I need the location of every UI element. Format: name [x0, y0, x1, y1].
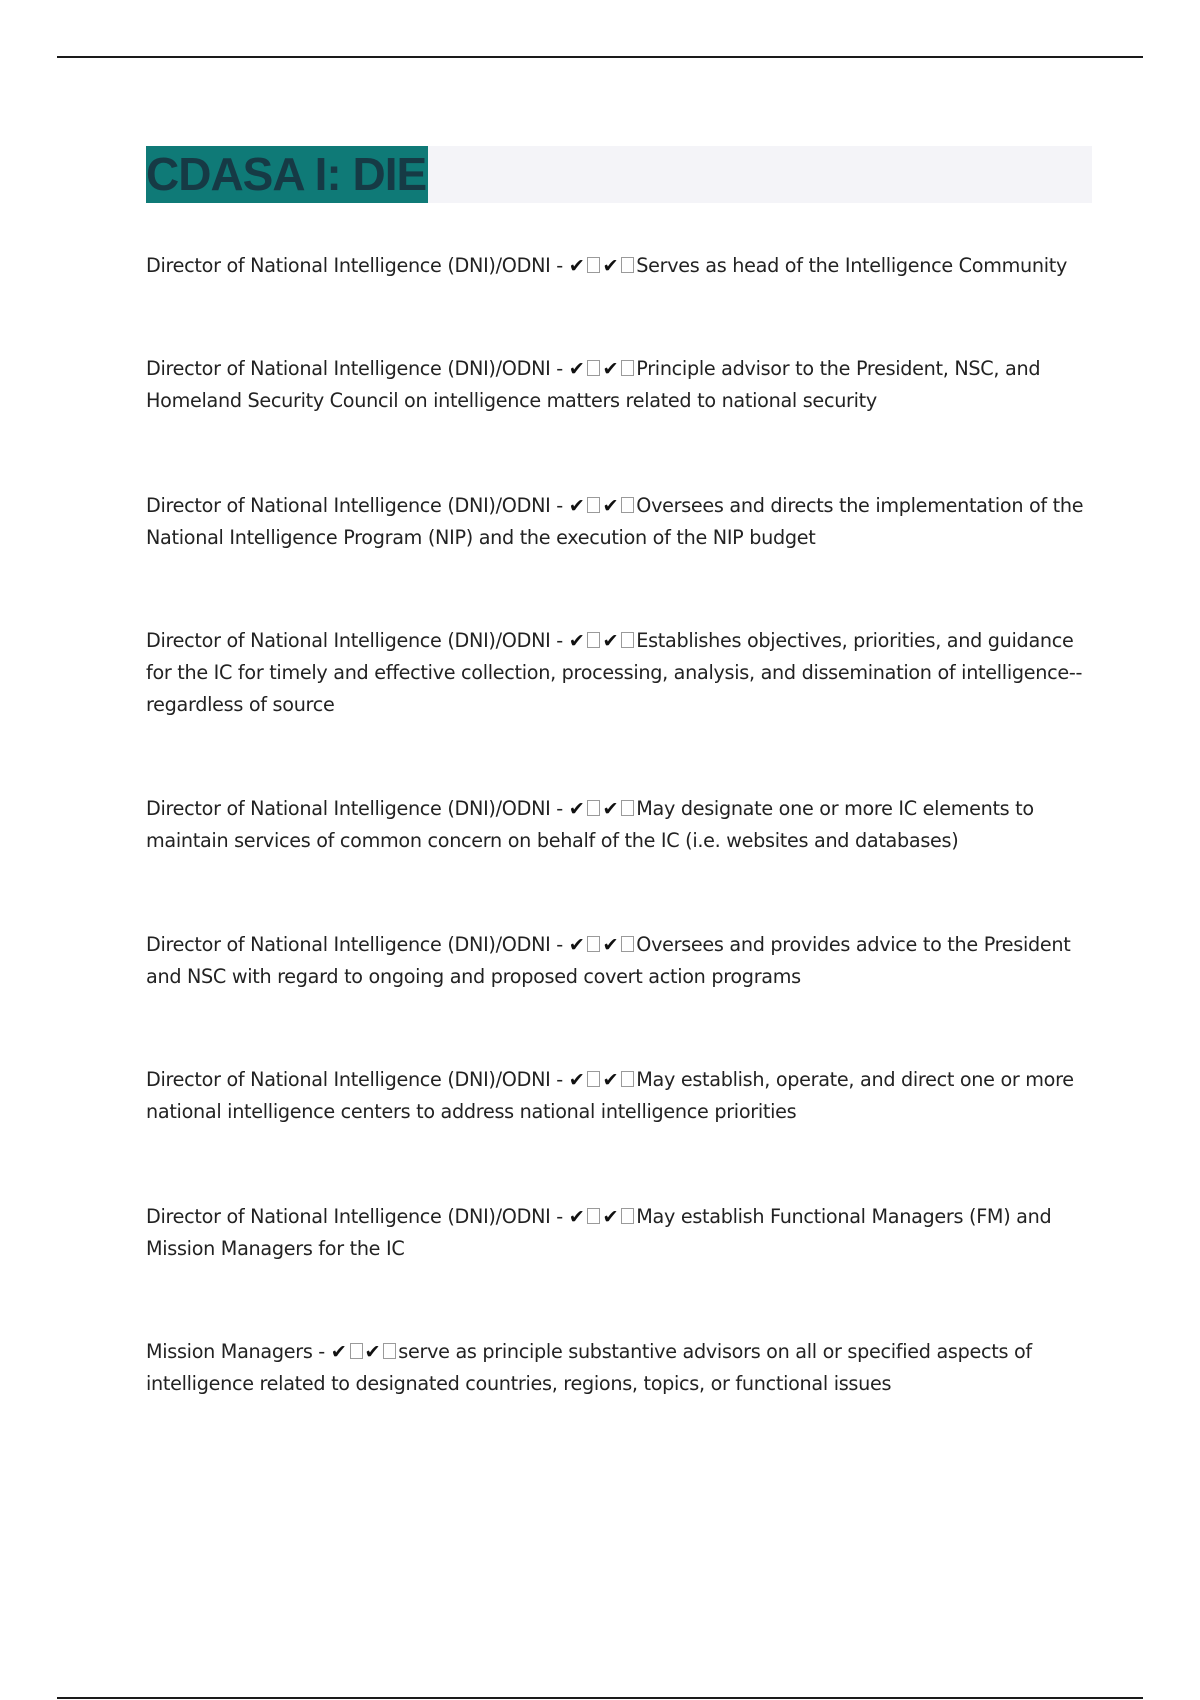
- check-mark-icon: ✔: [568, 1205, 585, 1228]
- entry-definition: May establish Functional Managers (FM) and Mission Managers for the IC: [146, 1205, 1052, 1260]
- empty-box-icon: [587, 800, 600, 816]
- entry-definition: serve as principle substantive advisors on all or specified aspects of intelligence related to designated countries, regions, topics, or functional issues: [146, 1340, 1032, 1395]
- check-mark-icon: ✔: [602, 1068, 619, 1091]
- empty-box-icon: [621, 1071, 634, 1087]
- check-mark-icon: ✔: [602, 933, 619, 956]
- empty-box-icon: [621, 257, 634, 273]
- empty-box-icon: [350, 1343, 363, 1359]
- empty-box-icon: [621, 936, 634, 952]
- entry-2: [146, 353, 1096, 417]
- check-mark-icon: ✔: [602, 494, 619, 517]
- check-mark-icon: ✔: [568, 254, 585, 277]
- check-mark-icon: ✔: [568, 629, 585, 652]
- entry-7: [146, 1064, 1096, 1128]
- check-mark-icon: ✔: [602, 797, 619, 820]
- empty-box-icon: [621, 632, 634, 648]
- empty-box-icon: [587, 360, 600, 376]
- entry-term: Director of National Intelligence (DNI)/ODNI -: [146, 629, 569, 652]
- empty-box-icon: [621, 800, 634, 816]
- entry-5: [146, 793, 1096, 857]
- entry-8: [146, 1201, 1096, 1265]
- entry-3: [146, 490, 1096, 554]
- check-mark-icon: ✔: [602, 1205, 619, 1228]
- entry-definition: Oversees and provides advice to the President and NSC with regard to ongoing and proposed covert action programs: [146, 933, 1071, 988]
- entry-definition: Principle advisor to the President, NSC, and Homeland Security Council on intelligence matters related to national security: [146, 357, 1041, 412]
- entry-term: Director of National Intelligence (DNI)/ODNI -: [146, 1068, 569, 1091]
- check-mark-icon: ✔: [568, 1068, 585, 1091]
- entry-4: [146, 625, 1096, 721]
- check-mark-icon: ✔: [568, 494, 585, 517]
- empty-box-icon: [587, 632, 600, 648]
- empty-box-icon: [621, 497, 634, 513]
- empty-box-icon: [621, 360, 634, 376]
- entry-1: [146, 250, 1096, 282]
- empty-box-icon: [587, 257, 600, 273]
- check-mark-icon: ✔: [364, 1340, 381, 1363]
- empty-box-icon: [621, 1208, 634, 1224]
- entry-term: Director of National Intelligence (DNI)/ODNI -: [146, 357, 569, 380]
- entry-definition: Oversees and directs the implementation of the National Intelligence Program (NIP) and the execution of the NIP budget: [146, 494, 1084, 549]
- check-mark-icon: ✔: [568, 357, 585, 380]
- entry-definition: Establishes objectives, priorities, and guidance for the IC for timely and effective collection, processing, analysis, and dissemination of intelligence--regardless of source: [146, 629, 1083, 716]
- entry-definition: May establish, operate, and direct one or more national intelligence centers to address national intelligence priorities: [146, 1068, 1074, 1123]
- check-mark-icon: ✔: [602, 254, 619, 277]
- check-mark-icon: ✔: [568, 797, 585, 820]
- header-rule: [57, 56, 1143, 58]
- entry-6: [146, 929, 1096, 993]
- check-mark-icon: ✔: [602, 629, 619, 652]
- empty-box-icon: [587, 1208, 600, 1224]
- empty-box-icon: [587, 1071, 600, 1087]
- entry-definition: Serves as head of the Intelligence Community: [636, 254, 1068, 277]
- check-mark-icon: ✔: [330, 1340, 347, 1363]
- empty-box-icon: [587, 936, 600, 952]
- entry-term: Director of National Intelligence (DNI)/ODNI -: [146, 797, 569, 820]
- title-highlight: [146, 146, 428, 203]
- entry-term: Director of National Intelligence (DNI)/ODNI -: [146, 1205, 569, 1228]
- empty-box-icon: [383, 1343, 396, 1359]
- check-mark-icon: ✔: [602, 357, 619, 380]
- document-title: CDASA I: DIE: [146, 148, 427, 200]
- entry-definition: May designate one or more IC elements to maintain services of common concern on behalf of the IC (i.e. websites and databases): [146, 797, 1034, 852]
- check-mark-icon: ✔: [568, 933, 585, 956]
- footer-rule: [57, 1697, 1143, 1699]
- entry-term: Mission Managers -: [146, 1340, 331, 1363]
- entry-term: Director of National Intelligence (DNI)/ODNI -: [146, 494, 569, 517]
- empty-box-icon: [587, 497, 600, 513]
- entry-term: Director of National Intelligence (DNI)/ODNI -: [146, 254, 569, 277]
- entry-term: Director of National Intelligence (DNI)/ODNI -: [146, 933, 569, 956]
- entry-9: [146, 1336, 1096, 1400]
